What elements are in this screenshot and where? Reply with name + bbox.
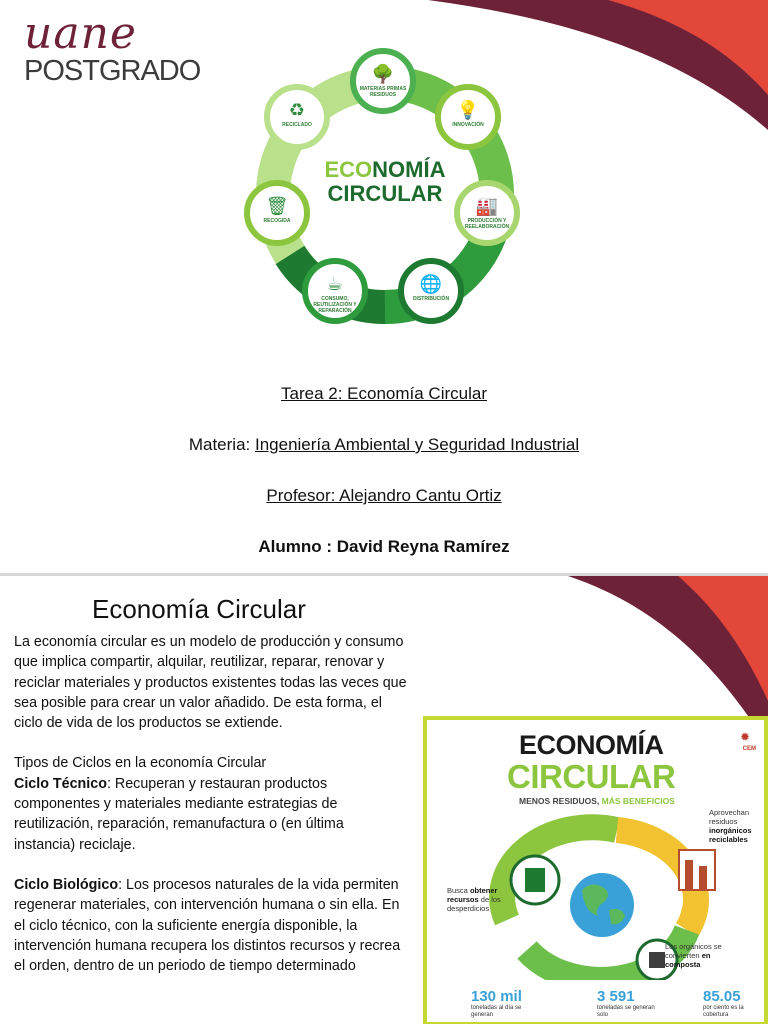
- tecnico-label: Ciclo Técnico: [14, 775, 107, 792]
- slide-title: Economía Circular: [92, 594, 306, 624]
- cem-logo-icon: ✹: [739, 730, 751, 744]
- tarea-title: Tarea 2: Economía Circular: [281, 384, 487, 403]
- biologico-label: Ciclo Biológico: [14, 876, 119, 893]
- recycle-icon: ♻: [288, 100, 306, 120]
- profesor-line: [0, 486, 768, 506]
- node-distribucion: [398, 258, 464, 324]
- stat-text: toneladas se generan solo: [597, 1005, 655, 1018]
- stat-value: 3 591: [597, 988, 635, 1005]
- alumno-line: [0, 537, 768, 557]
- globe-icon: 🌐: [419, 274, 443, 294]
- tipos-heading: Tipos de Ciclos en la economía Circular: [14, 755, 267, 772]
- node-innovacion: [435, 84, 501, 150]
- sub-a: MENOS RESIDUOS,: [519, 796, 602, 806]
- cup-icon: ☕: [326, 274, 344, 294]
- logo-sub: POSTGRADO: [24, 55, 201, 87]
- note-recursos: [447, 886, 517, 913]
- node-label: MATERIAS PRIMAS RESIDUOS: [359, 86, 407, 98]
- node-recogida: [244, 180, 310, 246]
- node-produccion: [454, 180, 520, 246]
- node-label: RECICLADO: [282, 122, 312, 128]
- materia-label: Materia:: [188, 435, 255, 454]
- sub-b: MÁS BENEFICIOS: [601, 796, 675, 806]
- node-label: CONSUMO, REUTILIZACIÓN Y REPARACIÓN: [313, 296, 357, 314]
- biologico-text: : Los procesos naturales de la vida permiten regenerar materiales, con intervención humana o sin ella. En el ciclo técnico, con la suficiente energía disponible, la intervención humana recupera los distintos recursos y recrea el orden, dentro de un periodo de tiempo determinado: [14, 876, 401, 975]
- slide-economia-circular: [0, 576, 768, 1024]
- lightbulb-icon: 💡: [456, 100, 480, 120]
- stat-text: por ciento es la cobertura: [703, 1005, 744, 1018]
- center-nomia: NOMÍA: [372, 157, 446, 182]
- circular-economy-diagram: [230, 40, 540, 350]
- node-label: INNOVACIÓN: [452, 122, 484, 128]
- stat-value: 85.05: [703, 988, 741, 1005]
- slide-body: [14, 632, 408, 976]
- intro-paragraph: La economía circular es un modelo de producción y consumo que implica compartir, alquilar, reutilizar, reparar, renovar y reciclar materiales y productos existentes todas las veces que sea posible para crear un valor añadido. De esta forma, el ciclo de vida de los productos se extiende.: [14, 634, 407, 732]
- infographic-subtitle: [519, 796, 675, 806]
- note-right-text: Aprovechan residuos: [709, 808, 750, 826]
- materia-value: Ingeniería Ambiental y Seguridad Industrial: [254, 435, 580, 454]
- trash-icon: 🗑: [265, 196, 289, 216]
- logo-brand: uane: [24, 8, 137, 59]
- center-eco: ECO: [324, 157, 373, 182]
- tecnico-paragraph: [14, 774, 408, 855]
- infographic-title-1: ECONOMÍA: [519, 730, 664, 760]
- materia-line: [0, 435, 768, 455]
- center-circular: CIRCULAR: [327, 181, 443, 206]
- tarea-line: [0, 384, 768, 404]
- profesor-text: Profesor: Alejandro Cantu Ortiz: [266, 486, 502, 505]
- note-org-text: Los orgánicos se convierten: [665, 942, 722, 960]
- note-left-bold: obtener recursos: [447, 886, 498, 904]
- tecnico-text: : Recuperan y restauran productos componentes y materiales mediante estrategias de reutilización, reparación, remanufactura o (en última instancia) reciclaje.: [14, 775, 344, 853]
- note-left-text: Busca: [447, 886, 470, 895]
- note-right-bold: inorgánicos reciclables: [709, 826, 752, 844]
- note-left-text-2: de los desperdicios: [447, 895, 501, 913]
- node-materias: [350, 48, 416, 114]
- factory-icon: 🏭: [475, 196, 499, 216]
- stat-text: toneladas al día se generan: [471, 1005, 522, 1018]
- alumno-text: Alumno : David Reyna Ramírez: [258, 537, 510, 556]
- note-org-bold: en composta: [665, 951, 711, 969]
- node-label: PRODUCCIÓN Y REELABORACIÓN: [464, 218, 510, 230]
- uane-logo: [24, 8, 201, 87]
- infographic-title-2: CIRCULAR: [507, 758, 676, 795]
- node-consumo: [302, 258, 368, 324]
- node-reciclado: [264, 84, 330, 150]
- cem-logo-text: CEM: [742, 746, 756, 752]
- stat-value: 130 mil: [471, 988, 522, 1005]
- node-label: RECOGIDA: [263, 218, 291, 224]
- note-organicos: [665, 942, 735, 969]
- node-label: DISTRIBUCIÓN: [412, 296, 450, 302]
- tree-icon: 🌳: [371, 64, 395, 84]
- biologico-paragraph: [14, 875, 408, 976]
- note-inorganicos: [709, 808, 768, 844]
- infographic: [423, 716, 768, 1024]
